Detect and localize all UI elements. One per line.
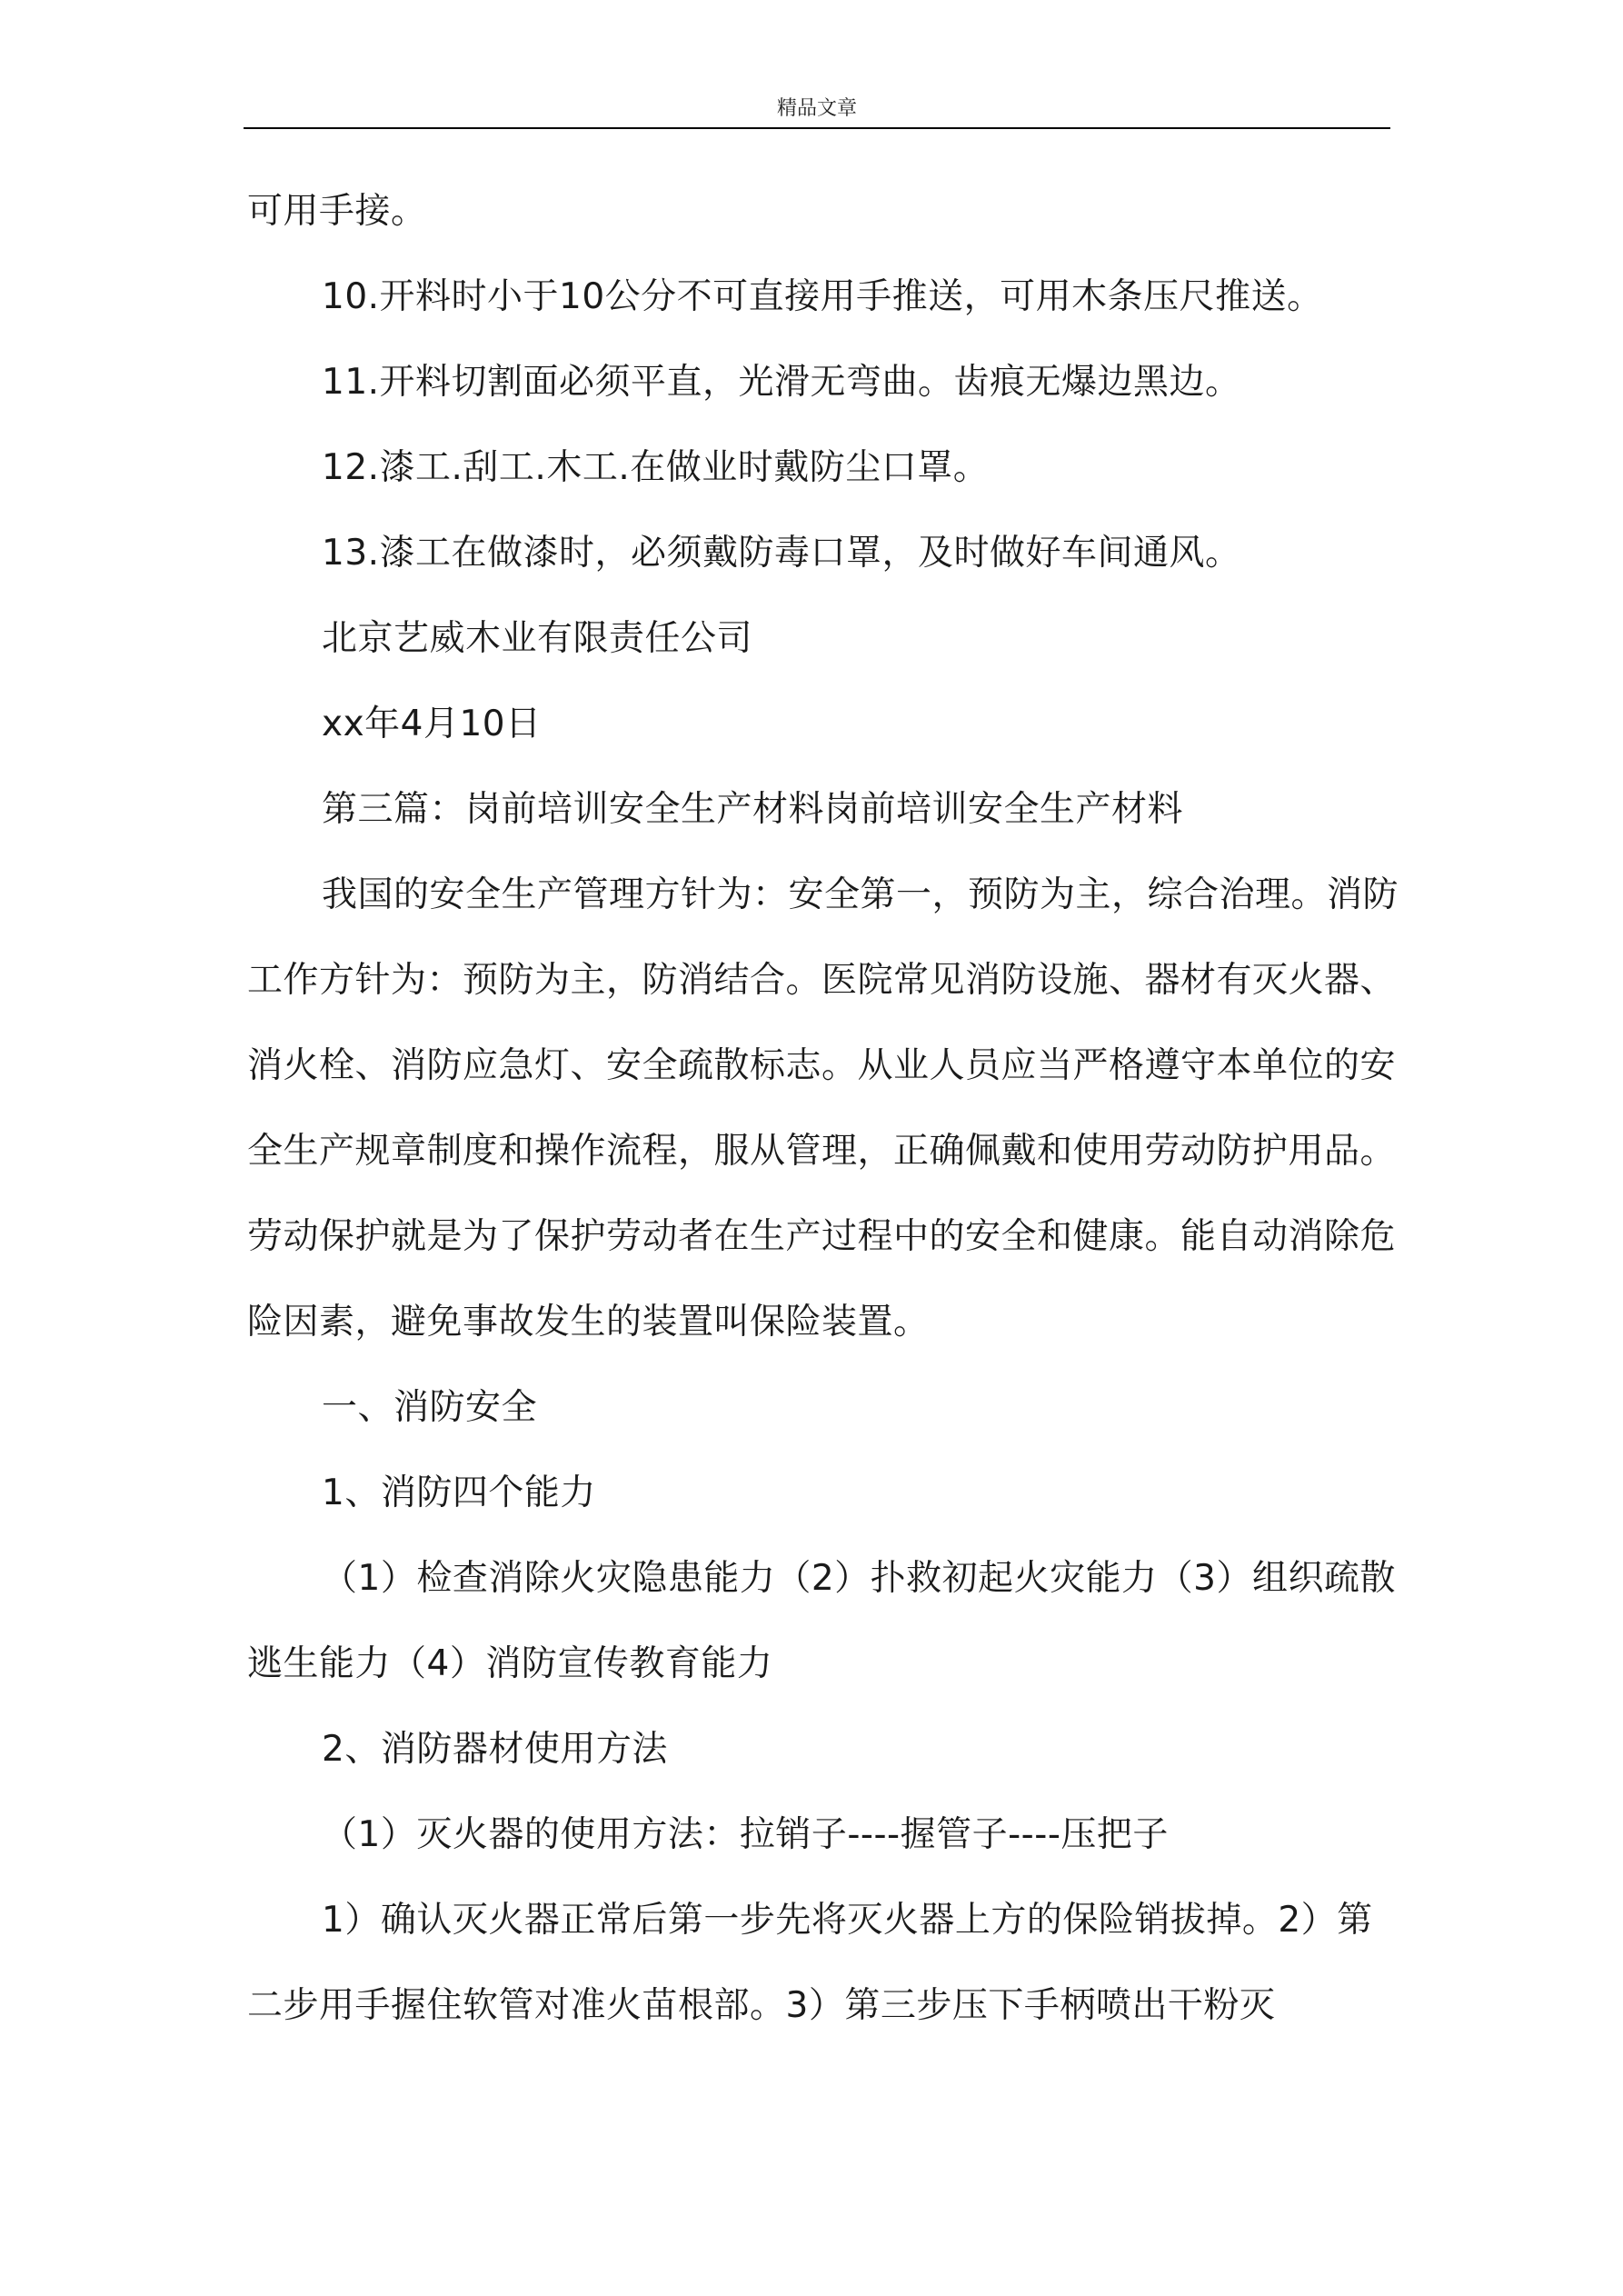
paragraph-extinguisher-method: （1）灭火器的使用方法：拉销子----握管子----压把子: [322, 1814, 1169, 1855]
company-signature: 北京艺威木业有限责任公司: [322, 618, 753, 659]
paragraph-rule-13: 13.漆工在做漆时，必须戴防毒口罩，及时做好车间通风。: [322, 533, 1241, 574]
heading-four-abilities: 1、消防四个能力: [322, 1472, 596, 1513]
paragraph-rule-12: 12.漆工.刮工.木工.在做业时戴防尘口罩。: [322, 447, 990, 488]
paragraph-four-abilities: （1）检查消除火灾隐患能力（2）扑救初起火灾能力（3）组织疏散逃生能力（4）消防宣传教育能力: [247, 1558, 1396, 1684]
heading-equipment-usage: 2、消防器材使用方法: [322, 1729, 668, 1770]
document-body: [247, 169, 1401, 2049]
paragraph-extinguisher-steps: 1）确认灭火器正常后第一步先将灭火器上方的保险销拔掉。2）第二步用手握住软管对准火苗根部。3）第三步压下手柄喷出干粉灭: [247, 1900, 1373, 2026]
header-title: 精品文章: [776, 97, 857, 120]
paragraph-rule-10: 10.开料时小于10公分不可直接用手推送，可用木条压尺推送。: [322, 276, 1323, 317]
heading-fire-safety: 一、消防安全: [322, 1387, 538, 1428]
document-date: xx年4月10日: [322, 704, 542, 744]
page-header: [244, 91, 1390, 129]
paragraph-rule-11: 11.开料切割面必须平直，光滑无弯曲。齿痕无爆边黑边。: [322, 362, 1241, 403]
section-heading: 第三篇：岗前培训安全生产材料岗前培训安全生产材料: [322, 789, 1184, 830]
paragraph-safety-policy: 我国的安全生产管理方针为：安全第一，预防为主，综合治理。消防工作方针为：预防为主，防消结合。医院常见消防设施、器材有灭火器、消火栓、消防应急灯、安全疏散标志。从业人员应当严格遵守本单位的安全生产规章制度和操作流程，服从管理，正确佩戴和使用劳动防护用品。劳动保护就是为了保护劳动者在生产过程中的安全和健康。能自动消除危险因素，避免事故发生的装置叫保险装置。: [247, 874, 1399, 1343]
paragraph-continuation: 可用手接。: [247, 191, 427, 232]
